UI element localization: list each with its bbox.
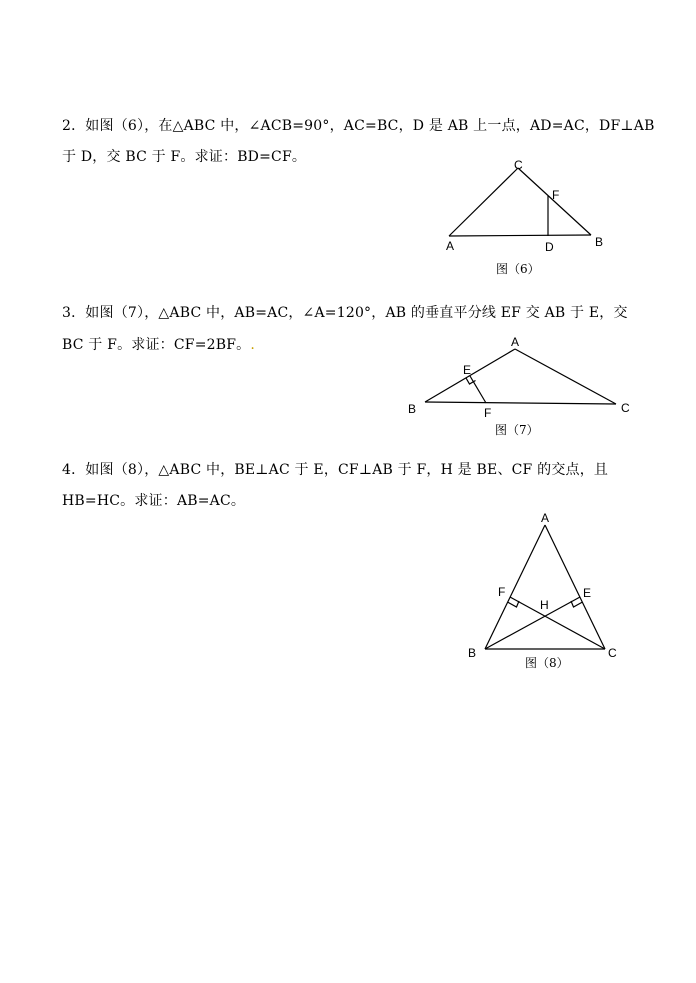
label-b: B [595,235,604,249]
label-b: B [468,646,477,660]
segment-ac [449,168,518,236]
label-f: F [498,585,506,599]
label-f: F [484,406,492,420]
stray-mark: . [250,337,255,353]
problem-3-line-1: 3．如图（7），△ABC 中，AB=AC，∠A=120°，AB 的垂直平分线 EF 交 AB 于 E，交 [62,305,628,321]
problem-2-line-2: 于 D，交 BC 于 F。求证：BD=CF。 [62,149,307,165]
label-b: B [408,402,417,416]
problem-3-line-2-text: BC 于 F。求证：CF=2BF。 [62,337,251,353]
segment-ab [449,235,591,236]
label-f: F [552,188,560,202]
problem-4-line-2: HB=HC。求证：AB=AC。 [62,493,246,509]
right-angle-mark-e [571,601,583,607]
segment-ef [470,376,486,403]
segment-bc [425,402,616,404]
label-a: A [446,239,455,253]
figure-8-caption: 图（8） [525,656,569,670]
figure-8 [465,505,625,680]
label-c: C [608,646,617,660]
figure-6-diagram [440,155,620,280]
segment-ac [545,525,605,649]
segment-cf [510,597,605,649]
label-h: H [540,598,549,612]
label-c: C [621,401,630,415]
segment-be [485,597,580,649]
figure-7-diagram [405,330,635,440]
segment-ac [515,349,616,404]
problem-3-line-2 [62,334,255,354]
label-e: E [463,363,472,377]
figure-8-diagram [465,505,625,680]
problem-4-line-1: 4．如图（8），△ABC 中，BE⊥AC 于 E，CF⊥AB 于 F，H 是 BE、CF 的交点，且 [62,462,609,478]
figure-7 [405,330,635,440]
figure-6 [440,155,620,280]
figure-6-caption: 图（6） [496,262,540,276]
segment-ab [485,525,545,649]
label-d: D [545,240,554,254]
label-c: C [514,158,523,172]
right-angle-mark-f [508,601,520,607]
label-a: A [511,335,520,349]
problem-2-line-1: 2．如图（6），在△ABC 中，∠ACB=90°，AC=BC，D 是 AB 上一点，AD=AC，DF⊥AB [62,118,655,134]
label-a: A [541,511,550,525]
label-e: E [583,586,592,600]
figure-7-caption: 图（7） [495,423,539,437]
